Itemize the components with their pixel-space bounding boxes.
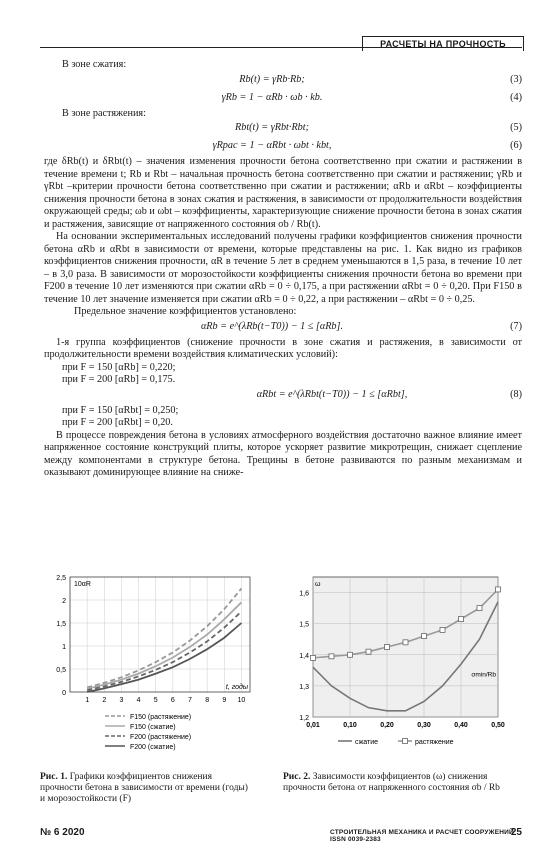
x-tick-label: 0,10 xyxy=(343,722,357,729)
y-tick-label: 1,4 xyxy=(299,652,309,660)
data-point xyxy=(348,652,353,657)
x-tick-label: 10 xyxy=(237,697,246,704)
plot-frame xyxy=(313,577,498,717)
legend-label: F150 (сжатие) xyxy=(130,724,176,731)
equation-6: γRpac = 1 − αRbt · ωbt · kbt, (6) xyxy=(212,140,522,151)
data-point xyxy=(329,654,334,659)
y-tick-label: 1,3 xyxy=(299,683,309,691)
x-tick-label: 4 xyxy=(136,697,141,704)
y-tick-label: 2,5 xyxy=(56,575,66,582)
x-tick-label: 3 xyxy=(119,697,124,704)
x-tick-label: 0,40 xyxy=(454,722,468,729)
figure-1 xyxy=(40,565,265,765)
plot-frame xyxy=(70,577,250,692)
data-point xyxy=(366,649,371,654)
x-tick-label: 9 xyxy=(222,697,227,704)
data-point xyxy=(385,645,390,650)
x-tick-label: 0,30 xyxy=(417,722,431,729)
article-body xyxy=(44,59,522,480)
y-tick-label: 0,5 xyxy=(56,667,66,674)
y-axis-label: ω xyxy=(315,581,321,588)
compress-zone-label: В зоне сжатия: xyxy=(62,59,127,70)
f150-compress: при F = 150 [αRb] = 0,220; xyxy=(62,361,176,373)
f150-tension: при F = 150 [αRbt] = 0,250; xyxy=(62,404,179,416)
series-line xyxy=(87,612,241,691)
legend-marker xyxy=(403,739,408,744)
series-line xyxy=(87,602,241,688)
equation-3: Rb(t) = γRb·Rb; (3) xyxy=(239,73,522,85)
legend-label: растяжение xyxy=(415,739,454,746)
paragraph-group1: 1-я группа коэффициентов (снижение прочности в зоне сжатия и растяжения, в зависимости от продолжительности времени воздействия климатических условий): xyxy=(44,336,522,360)
legend-label: F200 (растяжение) xyxy=(130,734,192,741)
data-point xyxy=(477,606,482,611)
equation-8: αRbt = e^(λRbt(t−T0)) − 1 ≤ [αRbt], (8) xyxy=(256,388,522,400)
x-axis-label: σmin/Rb xyxy=(471,671,496,679)
y-tick-label: 1,2 xyxy=(299,715,309,722)
paragraph-definitions: где δRb(t) и δRbt(t) – значения изменения прочности бетона соответственно при сжатии и растяжении в течение времени t; Rb и Rbt – начальная прочность бетона соответственно при сжатии и растяжении; γRb и γRbt –критерии прочности бетона соответственно при сжатии и растяжении; αRb и αRbt – коэффициенты снижения прочности бетона в зонах сжатия и растяжения, в зависимости от продолжительности воздействия окружающей среды; ωb и ωbt – коэффициенты, характеризующие снижение прочности бетона в зонах сжатия и растяжения, зависящие от напряженного состояния σb / Rb(t). xyxy=(44,156,522,230)
y-tick-label: 1,6 xyxy=(299,590,309,598)
x-tick-label: 1 xyxy=(85,697,90,704)
f200-compress: при F = 200 [αRb] = 0,175. xyxy=(62,374,176,385)
x-tick-label: 6 xyxy=(170,697,175,704)
x-axis-label: t, годы xyxy=(225,684,248,691)
y-tick-label: 2 xyxy=(62,598,66,605)
x-tick-label: 0,01 xyxy=(306,722,320,729)
tension-zone-label: В зоне растяжения: xyxy=(62,107,146,119)
chart-1 xyxy=(40,565,265,765)
series-line xyxy=(87,589,241,688)
paragraph-damage: В процессе повреждения бетона в условиях атмосферного воздействия достаточно важное влияние имеет напряженное состояние конструкций плиты, которое ускоряет развитие микротрещин, снижает сцепление между компонентами в структуре бетона. Трещины в бетоне развиваются по разным механизмам и оказывают доминирующее влияние на сниже- xyxy=(44,429,522,478)
data-point xyxy=(496,587,501,592)
paragraph-experiments: На основании экспериментальных исследований получены графики коэффициентов снижения прочности бетона αRb и αRbt в зависимости от времени, которые представлены на рис. 1. Как видно из графиков коэффициентов снижения прочности, αR в течение 5 лет в среднем уменьшаются в 1,5 раза, в течение 10 лет – в 3,0 раза. В зависимости от морозостойкости коэффициенты снижения прочности бетона во времени при F200 в течение 10 лет изменяются при сжатии αRb = 0 ÷ 0,175, а при растяжении αRbt = 0 ÷ 0,20. При F150 в течение 10 лет значение изменяется при сжатии αRb = 0 ÷ 0,22, а при растяжении – αRbt = 0 ÷ 0,25. xyxy=(44,231,522,305)
x-tick-label: 0,20 xyxy=(380,722,394,729)
x-tick-label: 2 xyxy=(102,697,107,704)
data-point xyxy=(422,634,427,639)
equation-5: Rbt(t) = γRbt·Rbt; (5) xyxy=(235,122,522,133)
legend-label: сжатие xyxy=(355,739,379,746)
equation-4: γRb = 1 − αRb · ωb · kb. (4) xyxy=(221,91,522,103)
y-tick-label: 1,5 xyxy=(299,621,309,629)
x-tick-label: 5 xyxy=(153,697,158,704)
x-tick-label: 8 xyxy=(205,697,210,704)
figure-2 xyxy=(283,565,523,765)
data-point xyxy=(459,617,464,622)
x-tick-label: 7 xyxy=(188,697,192,704)
data-point xyxy=(403,640,408,645)
y-tick-label: 1 xyxy=(62,644,66,651)
issue-number: № 6 2020 xyxy=(40,827,85,838)
figure-2-caption: Рис. 2. Зависимости коэффициентов (ω) снижения прочности бетона от напряженного состояния σb / Rb xyxy=(283,772,500,793)
section-header: РАСЧЕТЫ НА ПРОЧНОСТЬ xyxy=(362,36,524,51)
data-point xyxy=(311,655,316,660)
chart-2 xyxy=(283,565,523,765)
paragraph-limit: Предельное значение коэффициентов установлено: xyxy=(74,306,297,317)
legend-label: F200 (сжатие) xyxy=(130,744,176,751)
page-number: 25 xyxy=(510,827,522,838)
x-tick-label: 0,50 xyxy=(491,722,505,729)
equation-7: αRb = e^(λRb(t−T0)) − 1 ≤ [αRb]. (7) xyxy=(200,320,522,332)
journal-name: СТРОИТЕЛЬНАЯ МЕХАНИКА И РАСЧЕТ СООРУЖЕНИЙ ISSN 0039-2383 xyxy=(330,829,514,843)
f200-tension: при F = 200 [αRbt] = 0,20. xyxy=(62,417,173,428)
data-point xyxy=(440,627,445,632)
y-tick-label: 0 xyxy=(62,690,66,697)
y-tick-label: 1,5 xyxy=(56,621,66,628)
legend-label: F150 (растяжение) xyxy=(130,714,192,721)
figure-1-caption: Рис. 1. Графики коэффициентов снижения прочности бетона в зависимости от времени (годы) и морозостойкости (F) xyxy=(40,772,248,804)
y-axis-label: 10αR xyxy=(74,581,91,588)
